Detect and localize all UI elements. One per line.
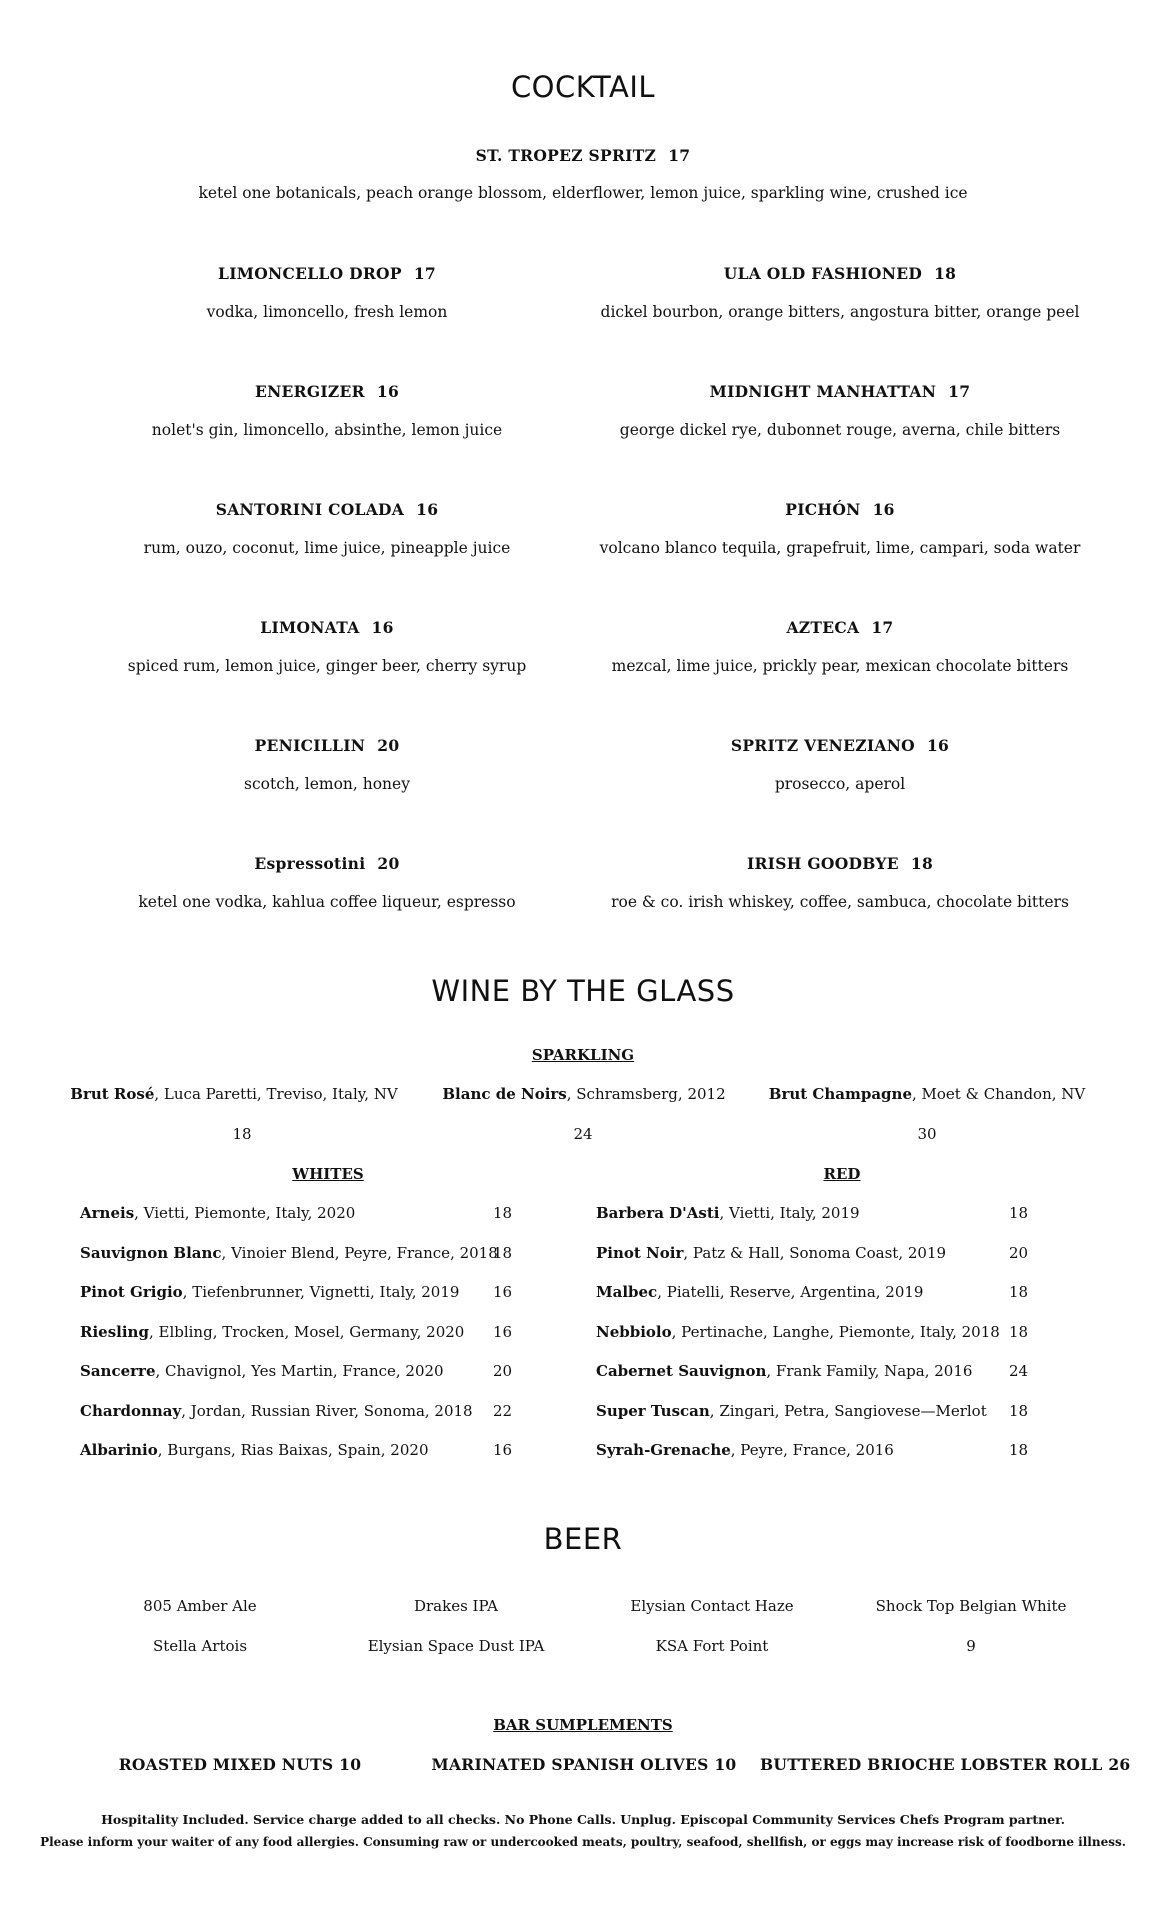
sparkling-item bbox=[64, 1085, 404, 1103]
wine-name: Pinot Grigio bbox=[80, 1283, 183, 1301]
wine-name: Sauvignon Blanc bbox=[80, 1243, 222, 1262]
wine-name: Pinot Noir bbox=[596, 1243, 684, 1262]
cocktail-desc: george dickel rye, dubonnet rouge, averna, chile bitters bbox=[619, 421, 1061, 439]
wine-name: Brut Rosé bbox=[70, 1085, 155, 1103]
sparkling-price: 30 bbox=[917, 1125, 937, 1143]
wine-row bbox=[80, 1402, 520, 1442]
sparkling-item bbox=[762, 1085, 1092, 1103]
wine-detail: , Vietti, Italy, 2019 bbox=[719, 1204, 860, 1222]
cocktail-desc: vodka, limoncello, fresh lemon bbox=[206, 303, 448, 321]
wine-row bbox=[80, 1204, 520, 1244]
supplement-name: BUTTERED BRIOCHE LOBSTER ROLL bbox=[760, 1755, 1103, 1774]
featured-cocktail-name bbox=[0, 146, 1166, 165]
wine-name: Syrah-Grenache bbox=[596, 1441, 731, 1459]
cocktail-name: PENICILLIN bbox=[254, 736, 366, 755]
wine-name: Sancerre bbox=[80, 1362, 156, 1380]
beer-item: Stella Artois bbox=[152, 1637, 248, 1655]
cocktail-desc: volcano blanco tequila, grapefruit, lime, campari, soda water bbox=[599, 539, 1081, 557]
cocktail-price: 17 bbox=[871, 618, 894, 637]
red-list bbox=[596, 1204, 1036, 1481]
cocktail-price: 17 bbox=[413, 264, 436, 283]
wine-price: 18 bbox=[1009, 1401, 1029, 1420]
beer-heading: BEER bbox=[543, 1522, 623, 1556]
beer-item: Elysian Space Dust IPA bbox=[367, 1637, 545, 1655]
cocktail-name: ENERGIZER bbox=[254, 382, 365, 401]
wine-detail: , Piatelli, Reserve, Argentina, 2019 bbox=[657, 1283, 924, 1301]
wine-detail: , Jordan, Russian River, Sonoma, 2018 bbox=[181, 1401, 473, 1420]
wine-price: 18 bbox=[1009, 1322, 1029, 1341]
footer-line-2: Please inform your waiter of any food allergies. Consuming raw or undercooked meats, poultry, seafood, shellfish, or eggs may increase risk of foodborne illness. bbox=[40, 1835, 1126, 1849]
sparkling-price: 18 bbox=[232, 1125, 252, 1143]
cocktail-name: AZTECA bbox=[786, 618, 860, 637]
wine-row bbox=[596, 1244, 1036, 1284]
wine-detail: , Elbling, Trocken, Mosel, Germany, 2020 bbox=[148, 1322, 465, 1341]
wine-detail: , Chavignol, Yes Martin, France, 2020 bbox=[155, 1362, 444, 1380]
cocktail-name: ULA OLD FASHIONED bbox=[723, 264, 923, 283]
wine-row bbox=[80, 1283, 520, 1323]
wine-detail: , Moet & Chandon, NV bbox=[911, 1085, 1086, 1103]
footer-line-1: Hospitality Included. Service charge added to all checks. No Phone Calls. Unplug. Episcopal Community Services Chefs Program partner. bbox=[101, 1812, 1065, 1827]
cocktail-price: 16 bbox=[416, 500, 439, 519]
wine-heading: WINE BY THE GLASS bbox=[431, 974, 735, 1008]
wine-detail: , Luca Paretti, Treviso, Italy, NV bbox=[154, 1085, 398, 1103]
wine-name: Malbec bbox=[596, 1283, 658, 1301]
wine-price: 18 bbox=[1009, 1441, 1029, 1459]
cocktail-desc: rum, ouzo, coconut, lime juice, pineapple juice bbox=[143, 539, 511, 557]
wine-row bbox=[596, 1323, 1036, 1363]
wine-row bbox=[80, 1323, 520, 1363]
sparkling-price: 24 bbox=[573, 1125, 593, 1143]
cocktail-item bbox=[540, 500, 1140, 618]
cocktail-item bbox=[540, 736, 1140, 854]
wine-detail: , Pertinache, Langhe, Piemonte, Italy, 2018 bbox=[671, 1322, 1000, 1341]
wine-detail: , Vinoier Blend, Peyre, France, 2018 bbox=[221, 1243, 498, 1262]
wine-price: 20 bbox=[1009, 1243, 1029, 1262]
cocktail-desc: mezcal, lime juice, prickly pear, mexican chocolate bitters bbox=[611, 657, 1069, 675]
cocktail-desc: ketel one vodka, kahlua coffee liqueur, espresso bbox=[138, 893, 516, 911]
cocktail-name: LIMONATA bbox=[260, 618, 360, 637]
cocktail-name: Espressotini bbox=[254, 854, 366, 873]
wine-detail: , Peyre, France, 2016 bbox=[730, 1441, 894, 1459]
cocktail-item bbox=[540, 382, 1140, 500]
whites-list bbox=[80, 1204, 520, 1481]
supplement-price: 26 bbox=[1108, 1755, 1131, 1774]
wine-detail: , Burgans, Rias Baixas, Spain, 2020 bbox=[157, 1441, 429, 1459]
wine-name: Nebbiolo bbox=[596, 1322, 672, 1341]
whites-heading: WHITES bbox=[292, 1165, 364, 1183]
wine-detail: , Zingari, Petra, Sangiovese—Merlot bbox=[709, 1401, 987, 1420]
cocktail-name: ST. TROPEZ SPRITZ bbox=[475, 146, 657, 165]
supplement-item bbox=[760, 1755, 1131, 1774]
cocktail-item bbox=[540, 264, 1140, 382]
wine-name: Riesling bbox=[80, 1322, 149, 1341]
red-heading: RED bbox=[823, 1165, 861, 1183]
wine-detail: , Frank Family, Napa, 2016 bbox=[766, 1362, 973, 1380]
wine-name: Brut Champagne bbox=[768, 1085, 912, 1103]
cocktail-desc: prosecco, aperol bbox=[774, 775, 906, 793]
cocktail-price: 16 bbox=[371, 618, 394, 637]
cocktail-right-column bbox=[540, 264, 1140, 972]
wine-price: 16 bbox=[493, 1441, 513, 1459]
beer-item: Elysian Contact Haze bbox=[630, 1597, 794, 1615]
wine-name: Chardonnay bbox=[80, 1401, 182, 1420]
wine-name: Blanc de Noirs bbox=[442, 1085, 567, 1103]
sparkling-heading: SPARKLING bbox=[531, 1046, 635, 1064]
cocktail-price: 20 bbox=[377, 736, 400, 755]
wine-row bbox=[596, 1362, 1036, 1402]
supplement-item bbox=[90, 1755, 390, 1774]
supplement-name: MARINATED SPANISH OLIVES bbox=[431, 1755, 709, 1774]
cocktail-price: 16 bbox=[926, 736, 950, 755]
beer-item: 9 bbox=[966, 1637, 976, 1655]
cocktail-price: 17 bbox=[948, 382, 971, 401]
supplement-price: 10 bbox=[714, 1755, 737, 1774]
cocktail-price: 18 bbox=[910, 854, 934, 873]
cocktail-price: 18 bbox=[934, 264, 957, 283]
cocktail-name: LIMONCELLO DROP bbox=[218, 264, 402, 283]
wine-name: Cabernet Sauvignon bbox=[596, 1362, 767, 1380]
wine-price: 18 bbox=[1009, 1283, 1029, 1301]
beer-item: KSA Fort Point bbox=[655, 1637, 769, 1655]
supplement-item bbox=[424, 1755, 744, 1774]
cocktail-item bbox=[540, 618, 1140, 736]
wine-price: 24 bbox=[1009, 1362, 1029, 1380]
cocktail-desc: spiced rum, lemon juice, ginger beer, cherry syrup bbox=[127, 657, 527, 675]
cocktail-name: IRISH GOODBYE bbox=[746, 854, 899, 873]
cocktail-item bbox=[540, 854, 1140, 972]
cocktail-desc: dickel bourbon, orange bitters, angostura bitter, orange peel bbox=[600, 303, 1080, 321]
wine-price: 20 bbox=[493, 1362, 513, 1380]
wine-name: Arneis bbox=[80, 1204, 135, 1222]
wine-row bbox=[80, 1244, 520, 1284]
wine-price: 18 bbox=[1009, 1204, 1029, 1222]
wine-price: 18 bbox=[493, 1243, 513, 1262]
wine-detail: , Vietti, Piemonte, Italy, 2020 bbox=[134, 1204, 356, 1222]
wine-price: 18 bbox=[493, 1204, 513, 1222]
sparkling-item bbox=[434, 1085, 734, 1103]
cocktail-desc: scotch, lemon, honey bbox=[244, 775, 410, 793]
cocktail-name: SANTORINI COLADA bbox=[215, 500, 405, 519]
wine-price: 16 bbox=[493, 1283, 513, 1301]
wine-name: Barbera D'Asti bbox=[596, 1204, 720, 1222]
cocktail-price: 17 bbox=[668, 146, 691, 165]
supplement-name: ROASTED MIXED NUTS bbox=[118, 1755, 334, 1774]
supplement-price: 10 bbox=[339, 1755, 362, 1774]
cocktail-name: SPRITZ VENEZIANO bbox=[730, 736, 915, 755]
wine-row bbox=[80, 1441, 520, 1481]
cocktail-name: PICHÓN bbox=[785, 500, 861, 519]
wine-detail: , Schramsberg, 2012 bbox=[566, 1085, 726, 1103]
supplements-heading: BAR SUMPLEMENTS bbox=[493, 1716, 673, 1734]
wine-detail: , Tiefenbrunner, Vignetti, Italy, 2019 bbox=[182, 1283, 460, 1301]
wine-price: 16 bbox=[493, 1322, 513, 1341]
beer-item: Shock Top Belgian White bbox=[875, 1597, 1067, 1615]
cocktail-price: 16 bbox=[872, 500, 895, 519]
wine-name: Albarinio bbox=[80, 1441, 158, 1459]
cocktail-heading: COCKTAIL bbox=[510, 70, 656, 104]
wine-row bbox=[596, 1283, 1036, 1323]
cocktail-desc: roe & co. irish whiskey, coffee, sambuca, chocolate bitters bbox=[611, 893, 1069, 911]
wine-row bbox=[80, 1362, 520, 1402]
cocktail-name: MIDNIGHT MANHATTAN bbox=[709, 382, 937, 401]
cocktail-price: 16 bbox=[376, 382, 400, 401]
wine-price: 22 bbox=[493, 1401, 513, 1420]
wine-row bbox=[596, 1441, 1036, 1481]
beer-item: Drakes IPA bbox=[413, 1597, 499, 1615]
cocktail-desc: nolet's gin, limoncello, absinthe, lemon juice bbox=[151, 421, 503, 439]
beer-item: 805 Amber Ale bbox=[143, 1597, 257, 1615]
featured-cocktail-desc: ketel one botanicals, peach orange blossom, elderflower, lemon juice, sparkling wine, crushed ice bbox=[198, 184, 968, 202]
wine-row bbox=[596, 1402, 1036, 1442]
wine-row bbox=[596, 1204, 1036, 1244]
wine-name: Super Tuscan bbox=[596, 1401, 710, 1420]
cocktail-price: 20 bbox=[377, 854, 400, 873]
wine-detail: , Patz & Hall, Sonoma Coast, 2019 bbox=[683, 1243, 947, 1262]
